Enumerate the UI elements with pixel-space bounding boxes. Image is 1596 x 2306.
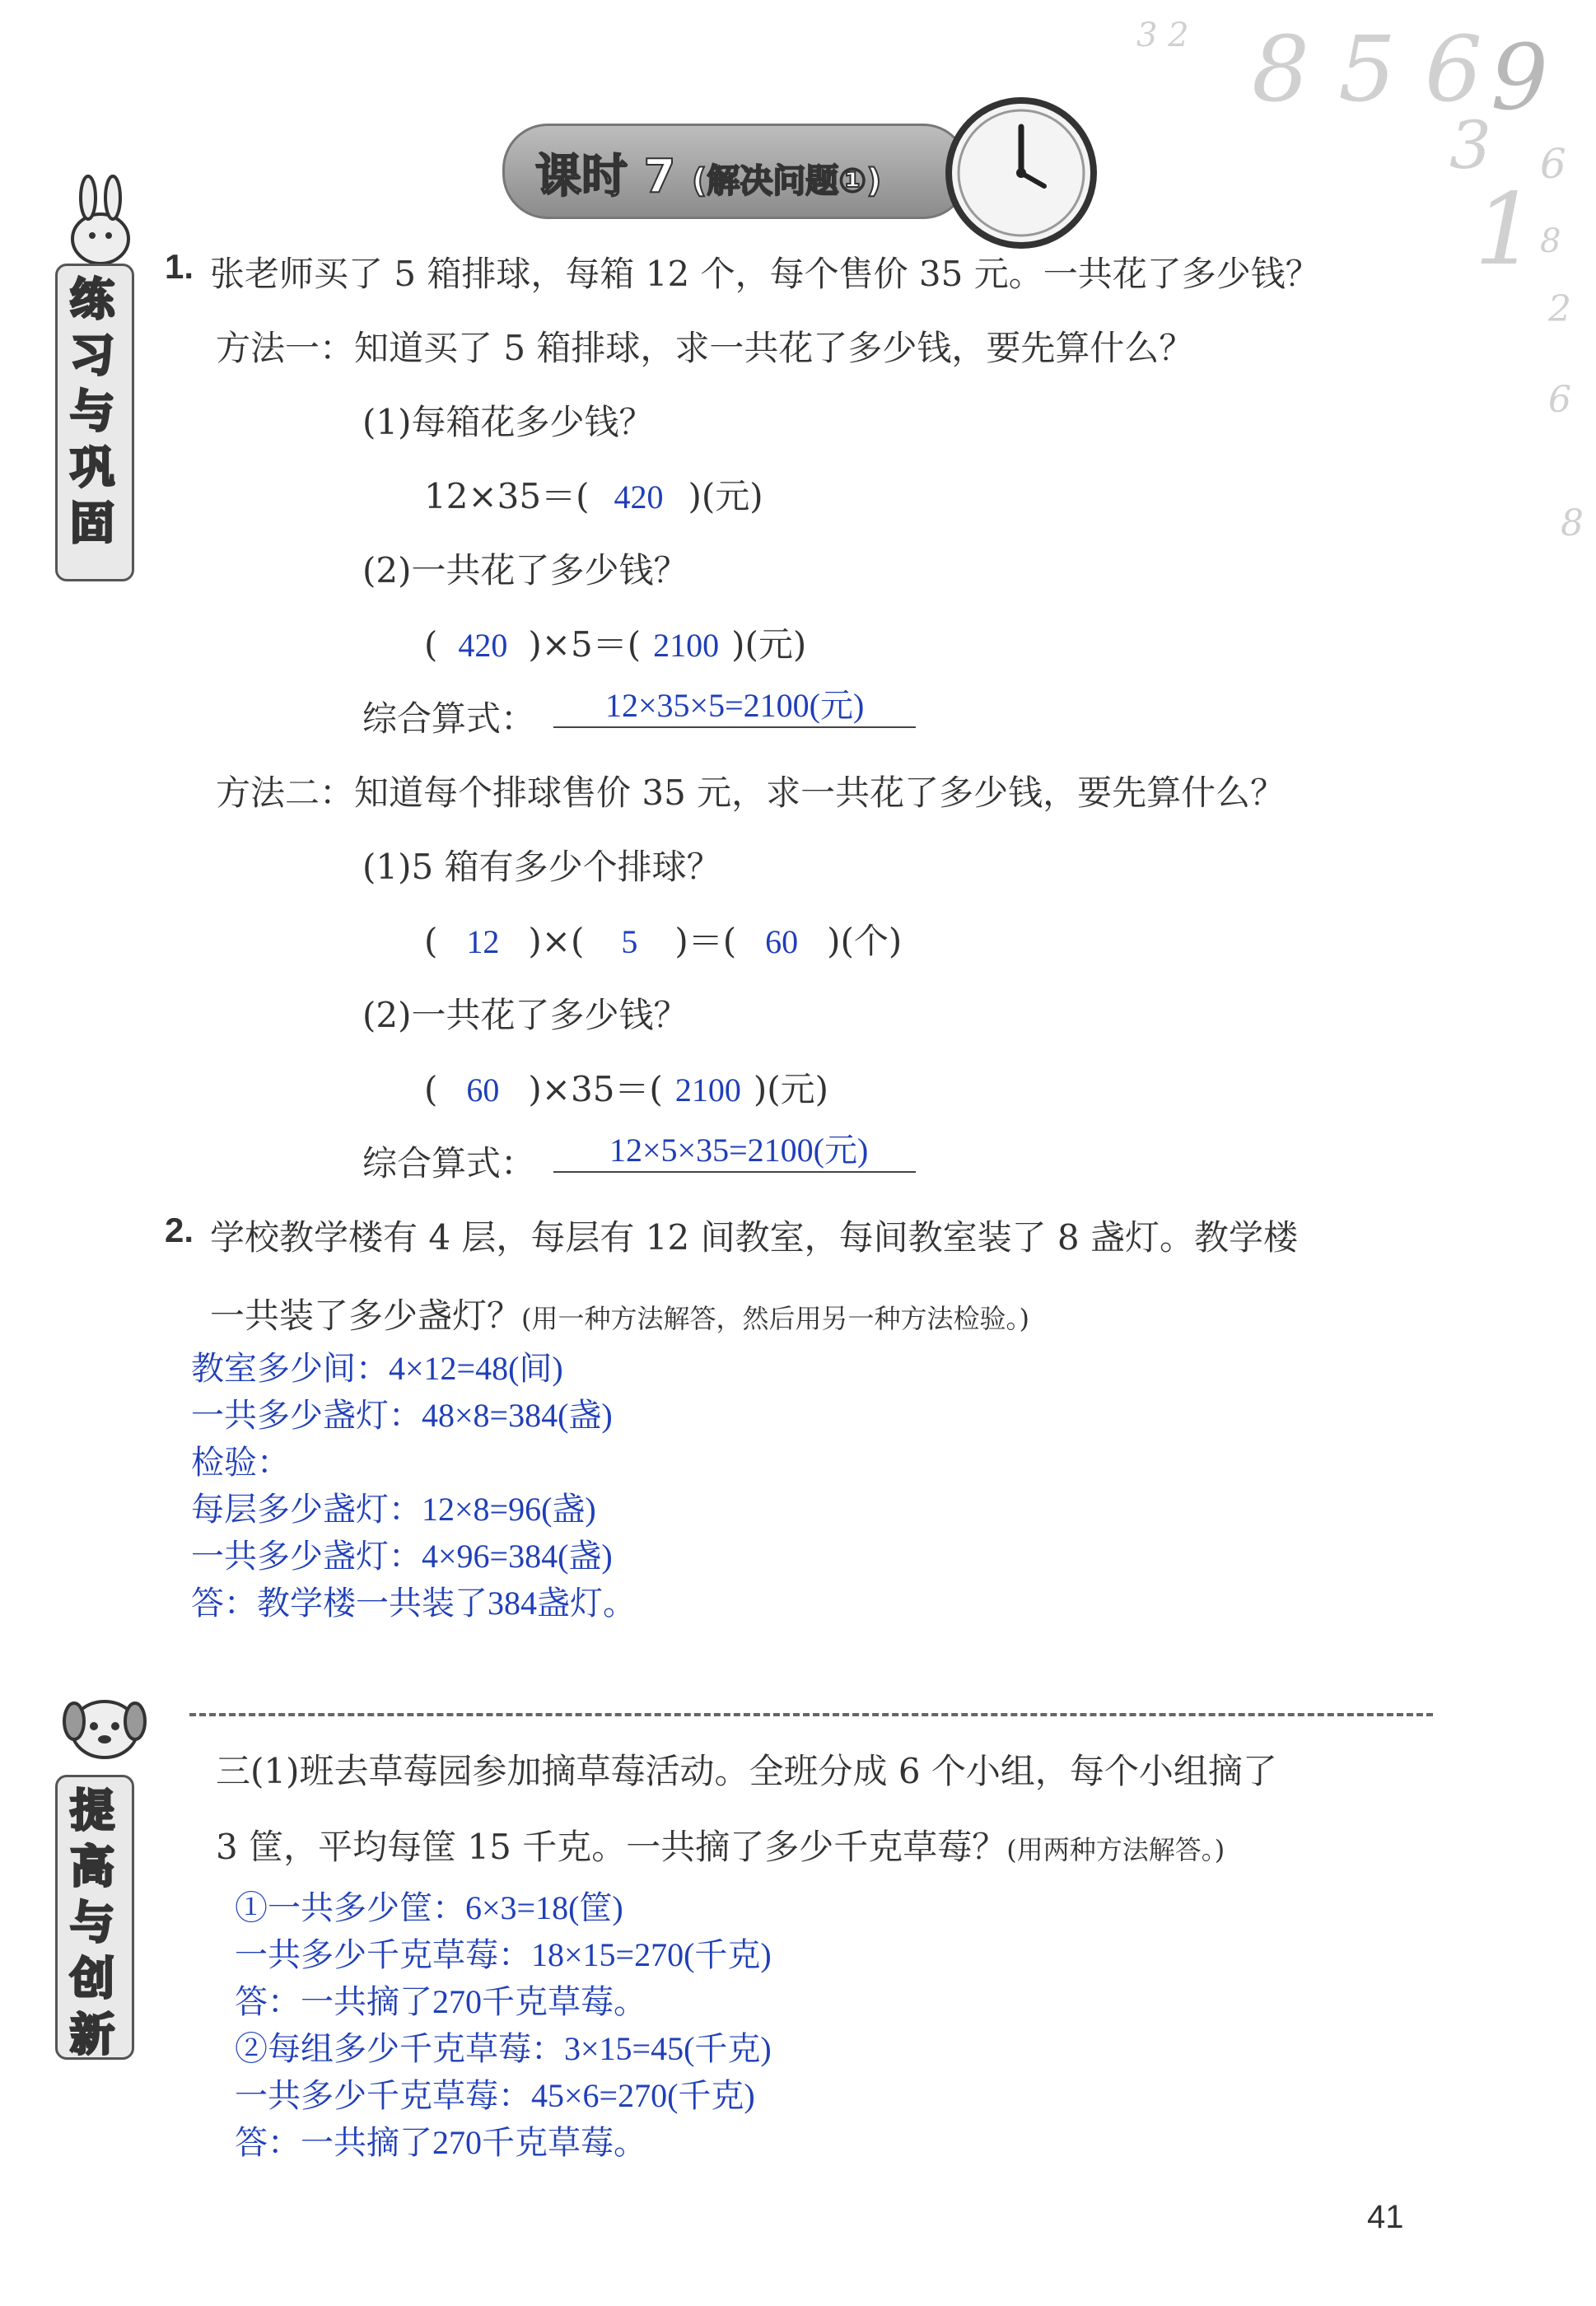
method-1-step-1-equation: 12×35＝( 420 )(元) <box>424 476 763 516</box>
answer-blank: 60 <box>765 923 799 960</box>
method-2-step-2-question: (2)一共花了多少钱？ <box>362 995 688 1035</box>
lesson-title <box>535 140 881 206</box>
answer-line: 一共多少盏灯：48×8=384(盏) <box>191 1397 613 1434</box>
question-3-line-2: 3 筐，平均每筐 15 千克。一共摘了多少千克草莓？(用两种方法解答。) <box>216 1827 1225 1867</box>
answer-blank: 420 <box>614 478 664 516</box>
decorative-digits: 1 <box>1474 173 1538 287</box>
answer-blank: 60 <box>466 1071 500 1109</box>
answer-line: 答：一共摘了270千克草莓。 <box>235 2124 646 2161</box>
decorative-digits: 8 5 6 <box>1252 16 1482 122</box>
answer-line: 教室多少间：4×12=48(间) <box>191 1350 563 1387</box>
answer-line: 答：一共摘了270千克草莓。 <box>235 1983 646 2020</box>
method-1-combined-label: 综合算式： <box>362 698 536 739</box>
question-1-number: 1. <box>165 247 194 286</box>
question-1-text: 张老师买了 5 箱排球，每箱 12 个，每个售价 35 元。一共花了多少钱？ <box>210 254 1320 294</box>
method-2-combined-label: 综合算式： <box>362 1143 536 1183</box>
answer-line: 每层多少盏灯：12×8=96(盏) <box>191 1491 596 1528</box>
sidebar-practice-label: 练习与巩固 <box>70 273 114 549</box>
answer-line: 一共多少盏灯：4×96=384(盏) <box>191 1538 613 1575</box>
decorative-digits: 6 <box>1548 379 1571 421</box>
question-3-line-1: 三(1)班去草莓园参加摘草莓活动。全班分成 6 个小组，每个小组摘了 <box>216 1751 1277 1791</box>
question-3-answers <box>235 1882 772 2164</box>
method-1-step-2-equation: ( 420 )×5＝( 2100 )(元) <box>424 624 807 665</box>
method-2-title: 方法二：知道每个排球售价 35 元，求一共花了多少钱，要先算什么？ <box>216 773 1286 813</box>
decorative-digits: 6 <box>1540 140 1566 188</box>
lesson-number: 课时 7 <box>535 150 676 203</box>
puppy-icon <box>51 1672 158 1779</box>
answer-line: 答：教学楼一共装了384盏灯。 <box>191 1585 636 1622</box>
answer-line: 一共多少千克草莓：45×6=270(千克) <box>235 2077 755 2114</box>
question-2-line-2: 一共装了多少盏灯？(用一种方法解答，然后用另一种方法检验。) <box>210 1295 1029 1336</box>
clock-icon <box>939 91 1104 255</box>
decorative-digits: 9 <box>1491 25 1548 130</box>
answer-line: ①一共多少筐：6×3=18(筐) <box>235 1889 623 1926</box>
question-3-note: (用两种方法解答。) <box>1006 1834 1225 1865</box>
method-1-combined-answer: 12×35×5=2100(元) <box>605 687 865 724</box>
answer-line: ②每组多少千克草莓：3×15=45(千克) <box>235 2030 772 2067</box>
answer-blank: 5 <box>621 923 638 960</box>
rabbit-icon <box>51 173 150 272</box>
question-2-answers <box>191 1342 636 1624</box>
method-2-step-1-equation: ( 12 )×( 5 )＝( 60 )(个) <box>424 921 903 961</box>
method-2-step-2-equation: ( 60 )×35＝( 2100 )(元) <box>424 1069 828 1109</box>
decorative-digits: 3 <box>1449 107 1491 184</box>
section-divider <box>189 1713 1433 1716</box>
question-2-line-1: 学校教学楼有 4 层，每层有 12 间教室，每间教室装了 8 盏灯。教学楼 <box>210 1217 1298 1258</box>
decorative-digits: 8 <box>1561 502 1584 544</box>
answer-blank: 2100 <box>674 1071 741 1109</box>
decorative-digits: 3 2 <box>1136 16 1189 54</box>
page-number: 41 <box>1367 2199 1404 2235</box>
method-2-combined-answer: 12×5×35=2100(元) <box>609 1132 869 1169</box>
method-1-title: 方法一：知道买了 5 箱排球，求一共花了多少钱，要先算什么？ <box>216 328 1194 368</box>
answer-line: 一共多少千克草莓：18×15=270(千克) <box>235 1936 772 1973</box>
answer-blank: 12 <box>466 923 500 960</box>
answer-blank: 2100 <box>653 627 720 664</box>
method-2-step-1-question: (1)5 箱有多少个排球？ <box>362 847 721 887</box>
question-2-number: 2. <box>165 1211 194 1249</box>
answer-line: 检验： <box>191 1444 290 1481</box>
sidebar-extension-label: 提高与创新 <box>70 1785 114 2061</box>
question-2-note: (用一种方法解答，然后用另一种方法检验。) <box>521 1303 1029 1334</box>
decorative-digits: 8 <box>1540 222 1561 260</box>
method-1-step-1-question: (1)每箱花多少钱？ <box>362 402 654 442</box>
answer-underline <box>553 1171 916 1173</box>
answer-blank: 420 <box>458 627 508 664</box>
decorative-digits: 2 <box>1548 288 1571 330</box>
method-1-step-2-question: (2)一共花了多少钱？ <box>362 550 688 591</box>
lesson-subtitle: (解决问题①) <box>691 162 882 200</box>
answer-underline <box>553 726 916 728</box>
